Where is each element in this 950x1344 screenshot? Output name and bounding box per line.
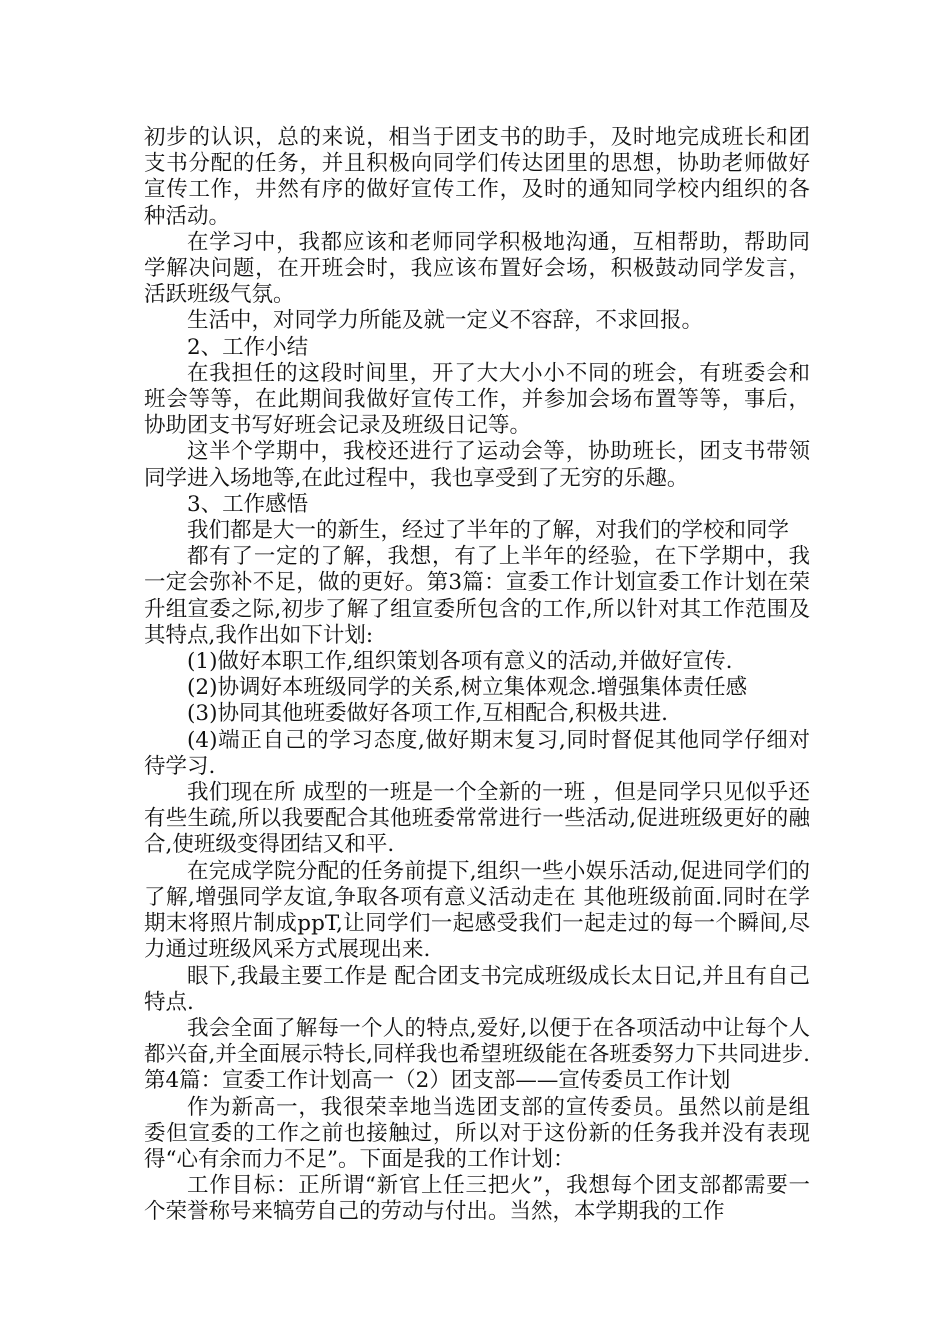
section-heading-work-reflection: 3、工作感悟	[187, 491, 309, 517]
paragraph-19: 工作目标：正所谓“新官上任三把火”，我想每个团支部都需要一个荣誉称号来犒劳自己的劳动与付出。当然，本学期我的工作	[144, 1173, 810, 1225]
plan-item-2: (2)协调好本班级同学的关系,树立集体观念.增强集体责任感	[187, 675, 748, 701]
paragraph-16: 眼下,我最主要工作是 配合团支书完成班级成长太日记,并且有自己特点.	[144, 963, 810, 1015]
paragraph-8: 我们都是大一的新生，经过了半年的了解，对我们的学校和同学	[187, 518, 790, 544]
paragraph-6: 这半个学期中，我校还进行了运动会等，协助班长，团支书带领同学进入场地等,在此过程中，我也享受到了无穷的乐趣。	[144, 439, 810, 491]
paragraph-15: 在完成学院分配的任务前提下,组织一些小娱乐活动,促进同学们的了解,增强同学友谊,争取各项有意义活动走在 其他班级前面.同时在学期末将照片制成ppT,让同学们一起感受我们一起走过的每一个瞬间,尽力通过班级风采方式展现出来.	[144, 858, 810, 963]
plan-item-3: (3)协同其他班委做好各项工作,互相配合,积极共进.	[187, 701, 668, 727]
paragraph-14: 我们现在所 成型的一班是一个全新的一班 ，但是同学只见似乎还有些生疏,所以我要配合其他班委常常进行一些活动,促进班级更好的融合,使班级变得团结又和平.	[144, 780, 810, 858]
paragraph-17: 我会全面了解每一个人的特点,爱好,以便于在各项活动中让每个人都兴奋,并全面展示特长,同样我也希望班级能在各班委努力下共同进步.第4篇：宣委工作计划高一（2）团支部——宣传委员工作计划	[144, 1015, 810, 1094]
paragraph-9: 都有了一定的了解，我想，有了上半年的经验，在下学期中，我一定会弥补不足，做的更好。第3篇：宣委工作计划宣委工作计划在荣升组宣委之际,初步了解了组宣委所包含的工作,所以针对其工作范围及其特点,我作出如下计划:	[144, 544, 810, 648]
plan-item-4: (4)端正自己的学习态度,做好期末复习,同时督促其他同学仔细对待学习.	[144, 727, 810, 779]
document-body	[144, 125, 810, 1226]
paragraph-5: 在我担任的这段时间里，开了大大小小不同的班会，有班委会和班会等等，在此期间我做好宣传工作，并参加会场布置等等，事后，协助团支书写好班会记录及班级日记等。	[144, 360, 810, 439]
paragraph-18: 作为新高一，我很荣幸地当选团支部的宣传委员。虽然以前是组委但宣委的工作之前也接触过，所以对于这份新的任务我并没有表现得“心有余而力不足”。下面是我的工作计划：	[144, 1094, 810, 1172]
plan-item-1: (1)做好本职工作,组织策划各项有意义的活动,并做好宣传.	[187, 649, 733, 675]
paragraph-1: 初步的认识，总的来说，相当于团支书的助手，及时地完成班长和团支书分配的任务，并且积极向同学们传达团里的思想，协助老师做好宣传工作，井然有序的做好宣传工作，及时的通知同学校内组织的各种活动。	[144, 125, 810, 229]
paragraph-3: 生活中，对同学力所能及就一定义不容辞，不求回报。	[187, 308, 704, 334]
paragraph-2: 在学习中，我都应该和老师同学积极地沟通，互相帮助，帮助同学解决问题，在开班会时，我应该布置好会场，积极鼓动同学发言，活跃班级气氛。	[144, 229, 810, 308]
section-heading-work-summary: 2、工作小结	[187, 334, 309, 360]
